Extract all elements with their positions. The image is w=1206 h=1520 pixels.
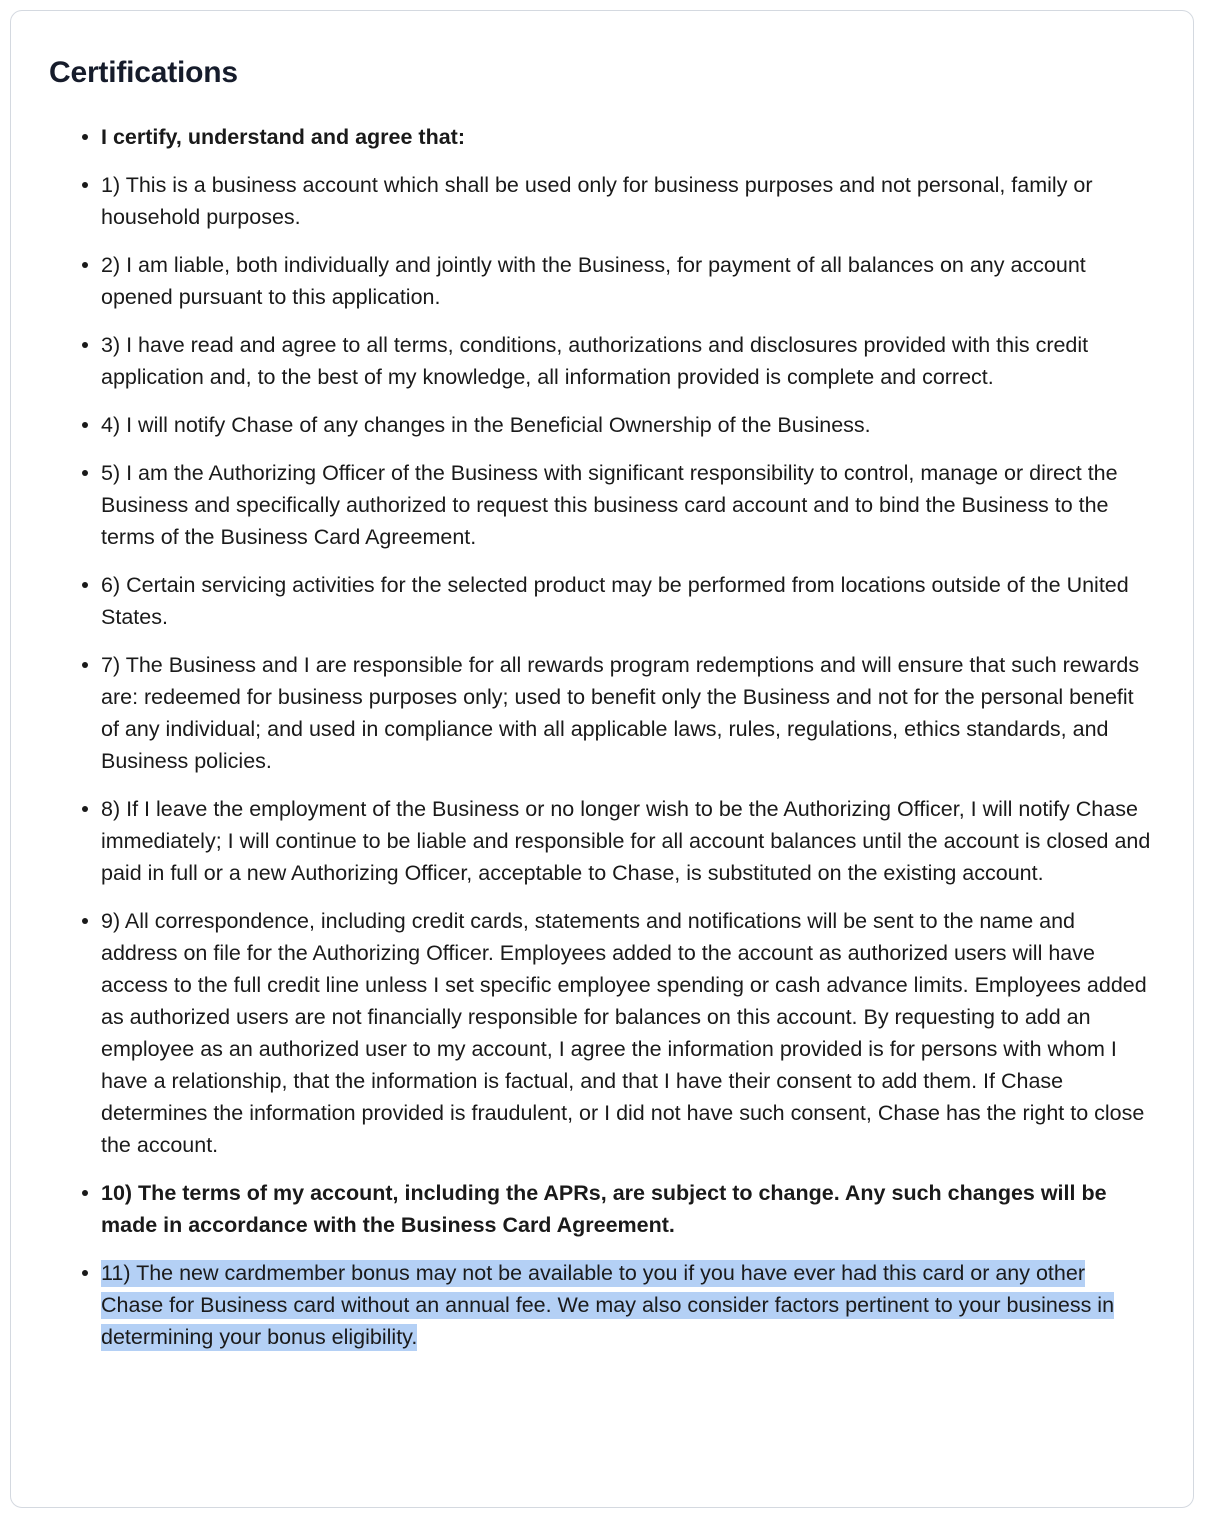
certification-item-text: 11) The new cardmember bonus may not be available to you if you have ever had this card or any other Chase for Business card without an annual fee. We may also consider factors pertinent to your business in determining your bonus eligibility. (101, 1261, 1115, 1349)
certification-item (51, 1257, 1153, 1353)
page-title: Certifications (49, 56, 238, 89)
certification-item-text: 7) The Business and I are responsible for all rewards program redemptions and will ensure that such rewards are: redeemed for business purposes only; used to benefit only the Business and not for the personal benefit of any individual; and used in compliance with all applicable laws, rules, regulations, ethics standards, and Business policies. (101, 653, 1140, 773)
certification-item (51, 905, 1153, 1161)
certification-item (51, 649, 1153, 777)
certification-item (51, 793, 1153, 889)
certification-item (51, 249, 1153, 313)
certification-item-text: 10) The terms of my account, including the APRs, are subject to change. Any such changes will be made in accordance with the Business Card Agreement. (101, 1181, 1107, 1237)
certifications-card (10, 10, 1194, 1508)
certification-item-text: 1) This is a business account which shall be used only for business purposes and not personal, family or household purposes. (101, 173, 1093, 229)
certification-item (51, 1177, 1153, 1241)
certification-item (51, 569, 1153, 633)
certification-item (51, 457, 1153, 553)
certification-item (51, 329, 1153, 393)
certification-item-text: 8) If I leave the employment of the Business or no longer wish to be the Authorizing Officer, I will notify Chase immediately; I will continue to be liable and responsible for all account balances until the account is closed and paid in full or a new Authorizing Officer, acceptable to Chase, is substituted on the existing account. (101, 797, 1151, 885)
certification-item-text: 2) I am liable, both individually and jointly with the Business, for payment of all balances on any account opened pursuant to this application. (101, 253, 1086, 309)
certification-item-text: 4) I will notify Chase of any changes in the Beneficial Ownership of the Business. (101, 413, 871, 437)
certification-item-text: 3) I have read and agree to all terms, conditions, authorizations and disclosures provided with this credit application and, to the best of my knowledge, all information provided is complete and correct. (101, 333, 1089, 389)
certification-item-text: 5) I am the Authorizing Officer of the Business with significant responsibility to control, manage or direct the Business and specifically authorized to request this business card account and to bind the Business to the terms of the Business Card Agreement. (101, 461, 1118, 549)
certification-item-text: 9) All correspondence, including credit cards, statements and notifications will be sent to the name and address on file for the Authorizing Officer. Employees added to the account as authorized users will have access to the full credit line unless I set specific employee spending or cash advance limits. Employees added as authorized users are not financially responsible for balances on this account. By requesting to add an employee as an authorized user to my account, I agree the information provided is for persons with whom I have a relationship, that the information is factual, and that I have their consent to add them. If Chase determines the information provided is fraudulent, or I did not have such consent, Chase has the right to close the account. (101, 909, 1147, 1157)
certification-item-text: I certify, understand and agree that: (101, 125, 465, 149)
certification-item (51, 169, 1153, 233)
certifications-list (11, 91, 1193, 1353)
certification-item (51, 409, 1153, 441)
certification-item (51, 121, 1153, 153)
certification-item-text: 6) Certain servicing activities for the selected product may be performed from locations outside of the United States. (101, 573, 1129, 629)
